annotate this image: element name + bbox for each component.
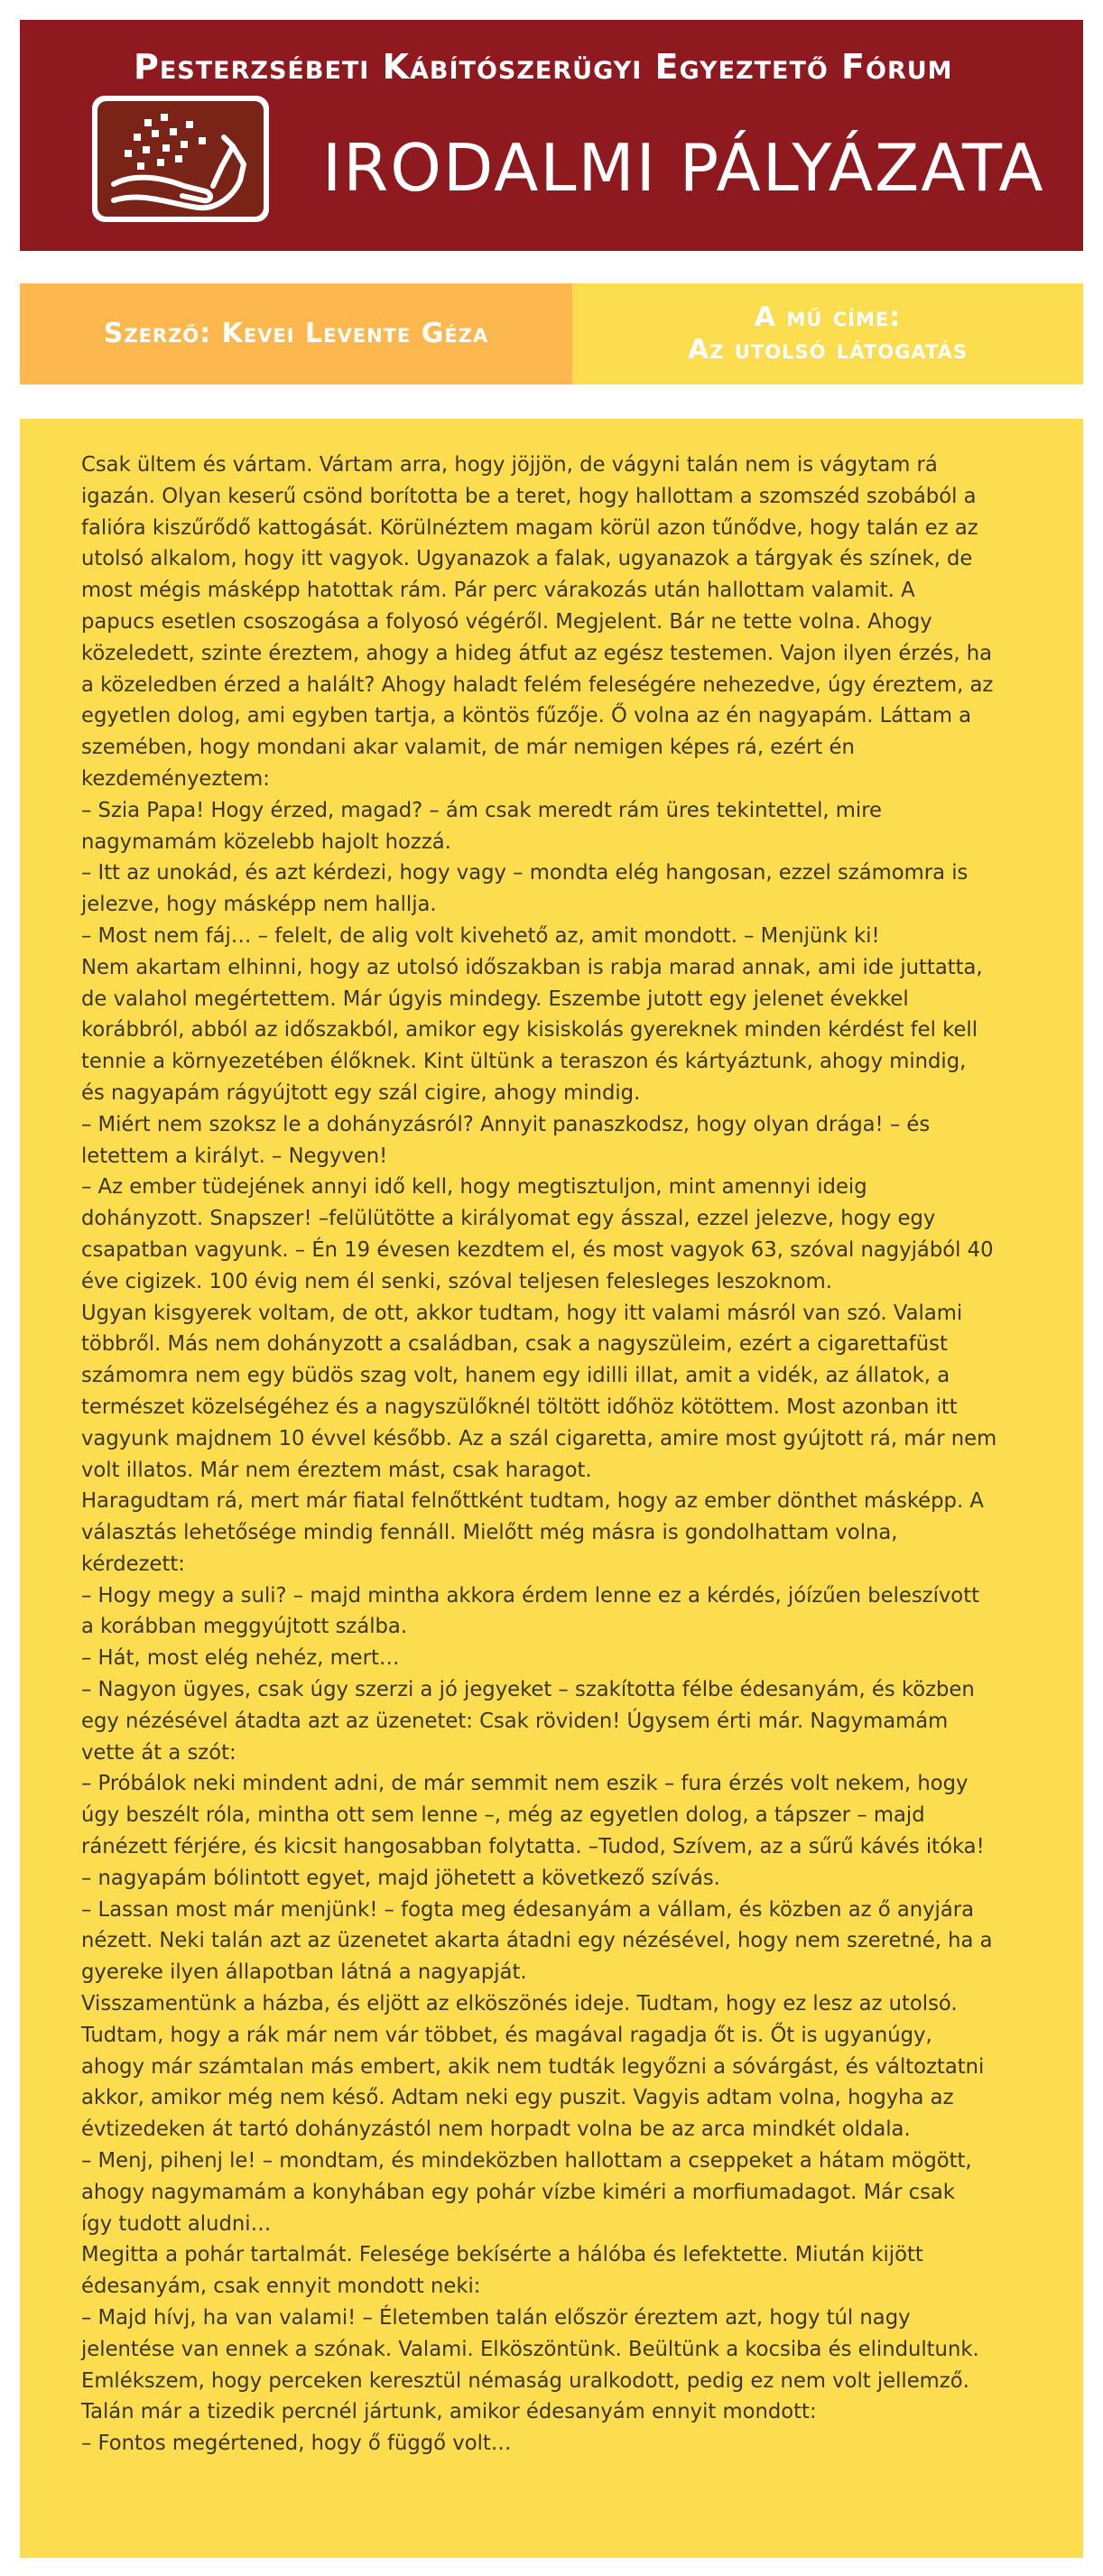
story-line: így tudott aludni… — [81, 2211, 272, 2236]
story-line: utolsó alkalom, hogy itt vagyok. Ugyanazok a falak, ugyanazok a tárgyak és színek, de — [81, 547, 973, 571]
organization-name: Pesterzsébeti Kábítószerügyi Egyeztető Fórum — [134, 47, 953, 87]
story-line: most mégis másképp hatottak rám. Pár perc várakozás után hallottam valamit. A — [81, 579, 915, 603]
story-line: dohányzott. Snapszer! –felülütötte a királyomat egy ásszal, ezzel jelezve, hogy egy — [81, 1207, 936, 1231]
story-line: jelezve, hogy másképp nem hallja. — [81, 893, 437, 917]
story-line: – Miért nem szoksz le a dohányzásról? Annyit panaszkodsz, hogy olyan drága! – és — [81, 1112, 931, 1136]
info-bar — [20, 283, 1083, 385]
story-line: számomra nem egy büdös szag volt, hanem egy idilli illat, amit a vidék, az állatok, a — [81, 1364, 950, 1388]
author-label: Szerző: Kevei Levente Géza — [103, 318, 489, 349]
story-line: de valahol megértettem. Már úgyis mindegy. Eszembe jutott egy jelenet évekkel — [81, 987, 909, 1011]
story-text — [81, 449, 1040, 2460]
story-line: Csak ültem és vártam. Vártam arra, hogy jöjjön, de vágyni talán nem is vágytam rá — [81, 453, 938, 477]
story-line: Visszamentünk a házba, és eljött az elköszönés ideje. Tudtam, hogy ez lesz az utolsó. — [81, 1992, 958, 2016]
story-line: ránézett férjére, és kicsit hangosabban folytatta. –Tudod, Szívem, az a sűrű kávés itóka! — [81, 1835, 985, 1859]
story-line: nézett. Neki talán azt az üzenetet akarta átadni egy nézésével, hogy nem szeretné, ha a — [81, 1929, 993, 1953]
story-line: Talán már a tizedik percnél jártunk, amikor édesanyám ennyit mondott: — [81, 2400, 817, 2424]
story-line: évtizedeken át tartó dohányzástól nem horpadt volna be az arca mindkét oldala. — [81, 2117, 911, 2142]
story-line: Megitta a pohár tartalmát. Felesége bekísérte a hálóba és lefektette. Miután kijött — [81, 2243, 923, 2267]
story-line: Tudtam, hogy a rák már nem vár többet, és magával ragadja őt is. Őt is ugyanúgy, — [81, 2023, 932, 2047]
story-line: választás lehetősége mindig fennáll. Mielőtt még másra is gondolhattam volna, — [81, 1521, 898, 1545]
story-line: volt illatos. Már nem éreztem mást, csak haragot. — [81, 1458, 592, 1482]
story-line: falióra kiszűrődő kattogását. Körülnéztem magam körül azon tűnődve, hogy talán ez az — [81, 515, 978, 540]
work-title-label: A mű címe: — [754, 301, 902, 333]
story-line: szemében, hogy mondani akar valamit, de már nemigen képes rá, ezért én — [81, 736, 855, 760]
story-line: – Fontos megértened, hogy ő függő volt… — [81, 2432, 512, 2456]
story-line: korábbról, abból az időszakból, amikor egy kisiskolás gyereknek minden kérdést fel kell — [81, 1018, 978, 1042]
story-line: éve cigizek. 100 évig nem él senki, szóval teljesen felesleges leszoknom. — [81, 1269, 832, 1293]
story-line: – Menj, pihenj le! – mondtam, és mindeközben hallottam a cseppeket a hátam mögött, — [81, 2149, 972, 2173]
story-line: tennie a környezetében élőknek. Kint ültünk a teraszon és kártyáztunk, ahogy mindig, — [81, 1050, 967, 1074]
story-line: ahogy már számtalan más embert, akik nem tudták legyőzni a sóvárgást, és változtatni — [81, 2054, 985, 2079]
story-line: jelentése van ennek a szónak. Valami. Elköszöntünk. Beültünk a kocsiba és elindultunk. — [81, 2337, 979, 2361]
story-line: gyereke ilyen állapotban látná a nagyapját. — [81, 1960, 527, 1985]
story-line: többről. Más nem dohányzott a családban, csak a nagyszüleim, ezért a cigarettafüst — [81, 1332, 948, 1357]
story-line: – Majd hívj, ha van valami! – Életemben talán először éreztem azt, hogy túl nagy — [81, 2306, 911, 2330]
story-line: a közeledben érzed a halált? Ahogy haladt felém feleségére nehezedve, úgy éreztem, az — [81, 672, 994, 697]
story-line: – Próbálok neki mindent adni, de már semmit nem eszik – fura érzés volt nekem, hogy — [81, 1772, 969, 1796]
story-line: Emlékszem, hogy perceken keresztül némaság uralkodott, pedig ez nem volt jellemző. — [81, 2368, 969, 2393]
story-line: Nem akartam elhinni, hogy az utolsó időszakban is rabja marad annak, ami ide juttatta, — [81, 955, 983, 979]
story-line: – Itt az unokád, és azt kérdezi, hogy vagy – mondta elég hangosan, ezzel számomra is — [81, 861, 969, 885]
story-line: kérdezett: — [81, 1552, 185, 1576]
story-line: kezdeményeztem: — [81, 766, 270, 791]
story-line: letettem a királyt. – Negyven! — [81, 1144, 388, 1168]
story-line: – Szia Papa! Hogy érzed, magad? – ám csak meredt rám üres tekintettel, mire — [81, 798, 882, 822]
story-line: közeledett, szinte éreztem, ahogy a hideg átfut az egész testemen. Vajon ilyen érzés, ha — [81, 641, 993, 665]
story-line: természet közelségéhez és a nagyszülőknél töltött időhöz kötöttem. Most azonban itt — [81, 1395, 958, 1419]
story-line: – Az ember tüdejének annyi idő kell, hogy megtisztuljon, mint amennyi ideig — [81, 1175, 867, 1200]
story-line: papucs esetlen csoszogása a folyosó végéről. Megjelent. Bár ne tette volna. Ahogy — [81, 609, 932, 634]
story-line: ahogy nagymamám a konyhában egy pohár vízbe kiméri a morfiumadagot. Már csak — [81, 2180, 955, 2204]
story-line: egyetlen dolog, ami egyben tartja, a köntös fűzője. Ő volna az én nagyapám. Láttam a — [81, 704, 972, 728]
story-line: a korábban meggyújtott szálba. — [81, 1615, 408, 1639]
story-line: vagyunk majdnem 10 évvel később. Az a szál cigaretta, amire most gyújtott rá, már nem — [81, 1426, 997, 1450]
work-title-box — [572, 283, 1083, 385]
work-title: Az utolsó látogatás — [687, 334, 969, 366]
story-line: vette át a szót: — [81, 1740, 236, 1765]
story-line: – Hogy megy a suli? – majd mintha akkora érdem lenne ez a kérdés, jóízűen beleszívott — [81, 1583, 979, 1608]
story-panel — [20, 419, 1083, 2558]
story-line: úgy beszélt róla, mintha ott sem lenne –, még az egyetlen dolog, a tápszer – majd — [81, 1803, 925, 1828]
logo — [92, 96, 269, 222]
story-line: egy nézésével átadta azt az üzenetet: Csak röviden! Úgysem érti már. Nagymamám — [81, 1709, 949, 1733]
page-title: IRODALMI PÁLYÁZATA — [322, 130, 1045, 206]
author-box — [20, 283, 572, 385]
story-line: csapatban vagyunk. – Én 19 évesen kezdtem el, és most vagyok 63, szóval nagyjából 40 — [81, 1237, 994, 1262]
story-line: akkor, amikor még nem késő. Adtam neki egy puszit. Vagyis adtam volna, hogyha az — [81, 2086, 954, 2110]
hand-with-dots-logo-icon — [97, 101, 264, 217]
story-line: – Lassan most már menjünk! – fogta meg édesanyám a vállam, és közben az ő anyjára — [81, 1897, 974, 1922]
story-line: Haragudtam rá, mert már fiatal felnőttként tudtam, hogy az ember dönthet másképp. A — [81, 1489, 984, 1514]
header-banner — [20, 20, 1083, 251]
story-line: igazán. Olyan keserű csönd borította be a teret, hogy hallottam a szomszéd szobából a — [81, 484, 977, 508]
story-line: édesanyám, csak ennyit mondott neki: — [81, 2275, 481, 2299]
story-line: – nagyapám bólintott egyet, majd jöhetett a következő szívás. — [81, 1866, 720, 1890]
story-line: és nagyapám rágyújtott egy szál cigire, ahogy mindig. — [81, 1080, 641, 1105]
story-line: nagymamám közelebb hajolt hozzá. — [81, 829, 451, 854]
story-line: – Most nem fáj… – felelt, de alig volt kivehető az, amit mondott. – Menjünk ki! — [81, 923, 880, 948]
story-line: Ugyan kisgyerek voltam, de ott, akkor tudtam, hogy itt valami másról van szó. Valami — [81, 1301, 963, 1325]
story-line: – Hát, most elég nehéz, mert… — [81, 1646, 400, 1671]
story-line: – Nagyon ügyes, csak úgy szerzi a jó jegyeket – szakította félbe édesanyám, és közben — [81, 1678, 975, 1702]
